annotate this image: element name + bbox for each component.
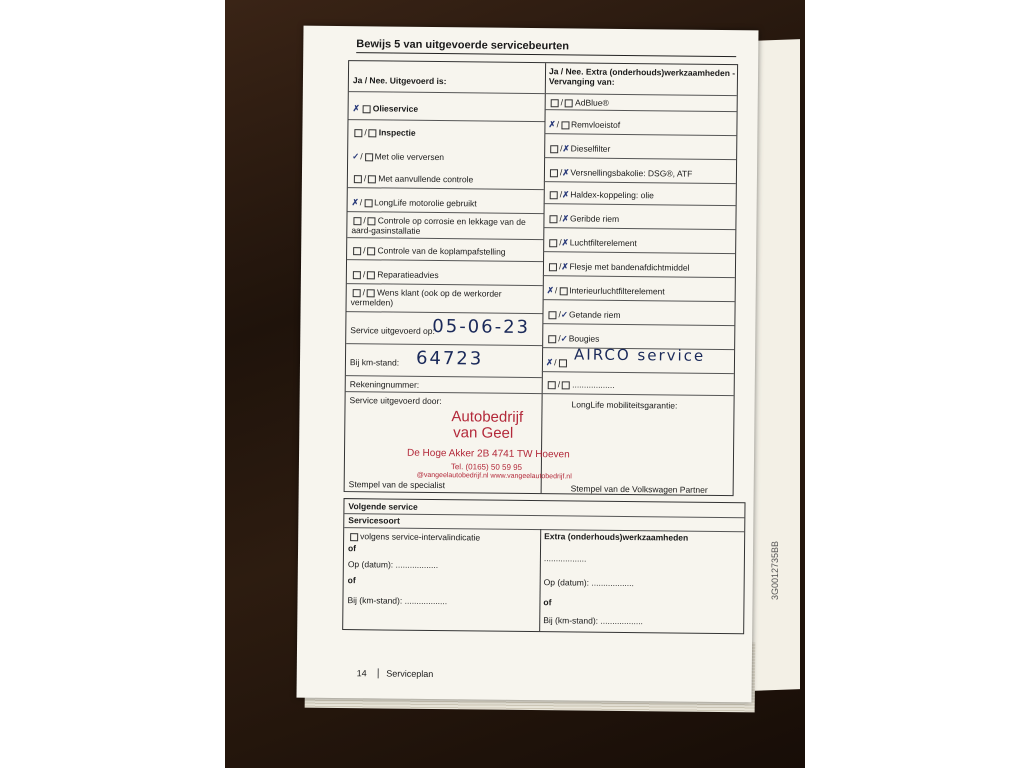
stamp-name-2: van Geel	[453, 424, 514, 442]
extra-work-header: Extra (onderhouds)werkzaamheden	[544, 531, 689, 543]
row-line	[346, 375, 542, 378]
km-value: 64723	[415, 347, 484, 370]
row-line	[543, 227, 735, 230]
next-service-title: Volgende service	[348, 501, 418, 512]
left-item-aanvullende-controle[interactable]: / Met aanvullende controle	[352, 173, 473, 184]
right-item-haldex[interactable]: /✗Haldex-koppeling: olie	[548, 189, 654, 201]
row-line	[543, 299, 735, 302]
page-number: 14	[356, 668, 367, 679]
right-header: Ja / Nee. Extra (onderhouds)werkzaamheden - Vervanging van:	[548, 66, 736, 87]
right-item-remvloeistof[interactable]: ✗/ Remvloeistof	[548, 119, 621, 130]
stamp-name-1: Autobedrijf	[451, 408, 524, 426]
vw-stamp-label: Stempel van de Volkswagen Partner	[570, 483, 708, 495]
row-line	[542, 323, 734, 326]
right-item-getande-riem[interactable]: /✓Getande riem	[546, 309, 620, 321]
right-item-versnellingsbakolie[interactable]: /✗Versnellingsbakolie: DSG®, ATF	[548, 167, 692, 180]
row-line	[542, 371, 734, 374]
row-line	[544, 133, 736, 136]
extra-dots[interactable]: ..................	[543, 553, 587, 564]
row-line	[544, 157, 736, 160]
right-item-extra[interactable]: / ..................	[546, 379, 615, 390]
row-line	[349, 91, 545, 94]
row-line	[349, 119, 545, 122]
km-label: Bij km-stand:	[349, 357, 400, 368]
stamp-phone: Tel. (0165) 50 59 95	[450, 462, 523, 472]
page-title: Bewijs 5 van uitgevoerde servicebeurten	[356, 38, 736, 57]
longlife-label: LongLife mobiliteitsgarantie:	[571, 399, 678, 411]
service-record-page	[312, 28, 749, 692]
row-line	[545, 93, 737, 96]
left-item-inspectie[interactable]: / Inspectie	[352, 127, 415, 138]
right-item-interieurfilter[interactable]: ✗/ Interieurluchtfilterelement	[546, 285, 665, 297]
row-line	[347, 237, 543, 240]
service-date-label: Service uitgevoerd op:	[350, 325, 435, 337]
left-item-wens-klant[interactable]: / Wens klant (ook op de werkorder vermelden)	[350, 287, 502, 308]
row-line	[346, 343, 542, 346]
left-item-longlife[interactable]: ✗/ LongLife motorolie gebruikt	[351, 197, 477, 209]
left-item-olieservice[interactable]: ✗ Olieservice	[352, 103, 419, 114]
row-line	[347, 259, 543, 262]
row-line	[545, 109, 737, 112]
or-label-1: of	[347, 543, 357, 554]
or-label-2: of	[347, 575, 356, 586]
row-line	[542, 393, 734, 396]
left-item-olie-verversen[interactable]: ✓/ Met olie verversen	[352, 151, 445, 163]
row-line	[346, 391, 542, 394]
right-item-adblue[interactable]: / AdBlue®	[549, 97, 609, 108]
row-line	[348, 187, 544, 190]
right-item-geribde-riem[interactable]: /✗Geribde riem	[547, 213, 619, 225]
next-date-row[interactable]: Op (datum): ..................	[347, 559, 439, 571]
service-grid	[344, 60, 739, 496]
left-item-koplamp[interactable]: / Controle van de koplampafstelling	[351, 245, 506, 257]
service-type-header: Servicesoort	[348, 515, 400, 526]
column-divider	[539, 529, 541, 631]
right-item-airco: AIRCO service	[573, 345, 706, 365]
side-code: 3G0012735BB	[770, 540, 780, 600]
column-divider	[541, 63, 547, 493]
extra-date-row[interactable]: Op (datum): ..................	[543, 577, 634, 589]
next-service-box	[342, 498, 745, 634]
row-line	[344, 513, 744, 518]
left-item-reparatieadvies[interactable]: / Reparatieadvies	[351, 269, 439, 280]
invoice-label: Rekeningnummer:	[349, 379, 420, 390]
right-item-bougies[interactable]: /✓Bougies	[546, 333, 599, 345]
row-line	[544, 203, 736, 206]
row-line	[346, 311, 542, 314]
row-line	[347, 283, 543, 286]
footer-label: Serviceplan	[386, 668, 434, 680]
right-item-bandenafdicht[interactable]: /✗Flesje met bandenafdichtmiddel	[547, 261, 690, 273]
service-date-value: 05-06-23	[432, 315, 531, 338]
performed-by-label: Service uitgevoerd door:	[349, 395, 442, 407]
next-km-row[interactable]: Bij (km-stand): ..................	[347, 595, 448, 607]
right-item-luchtfilter[interactable]: /✗Luchtfilterelement	[547, 237, 637, 249]
extra-km-row[interactable]: Bij (km-stand): ..................	[543, 615, 644, 627]
page-footer	[357, 668, 434, 679]
row-line	[543, 275, 735, 278]
or-label-3: of	[543, 597, 552, 608]
row-line	[348, 211, 544, 214]
row-line	[543, 251, 735, 254]
interval-option[interactable]: volgens service-intervalindicatie	[348, 531, 480, 542]
specialist-stamp-label: Stempel van de specialist	[348, 479, 446, 491]
stamp-address: De Hoge Akker 2B 4741 TW Hoeven	[406, 447, 570, 461]
left-item-corrosie[interactable]: / Controle op corrosie en lekkage van de aard-gasinstallatie	[351, 215, 526, 236]
row-line	[544, 181, 736, 184]
right-item-airco-checkbox[interactable]: ✗/	[546, 357, 569, 368]
left-header: Ja / Nee. Uitgevoerd is:	[352, 75, 447, 87]
stamp-web: @vangeelautobedrijf.nl www.vangeelautobedrijf.nl	[416, 471, 572, 481]
right-item-dieselfilter[interactable]: /✗Dieselfilter	[548, 143, 610, 155]
